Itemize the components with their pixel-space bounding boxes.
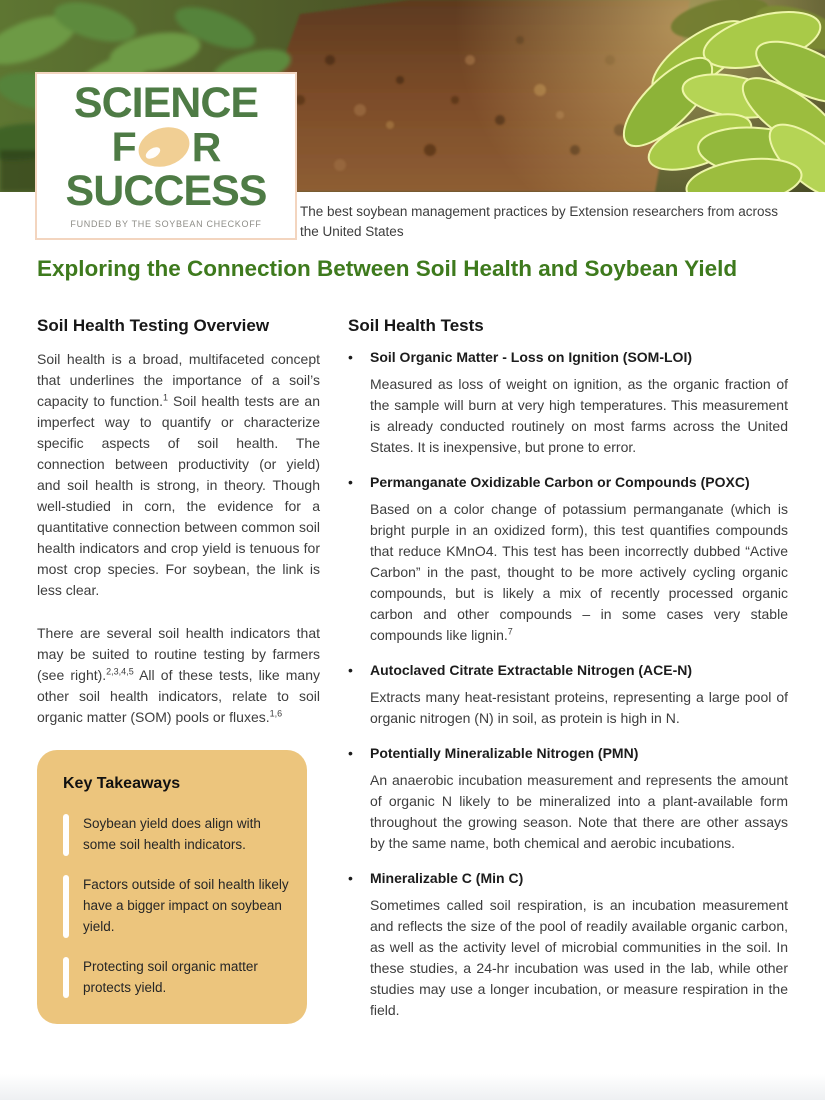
logo-word-for	[112, 124, 221, 170]
footer-strip	[0, 1074, 825, 1100]
paragraph-text: Soil health tests are an imperfect way to quantify or characterize specific aspects of soil health. The connection between productivity (or yield) and soil health is strong, in theory. Though well-studied in corn, the evidence for a quantitative connection between common soil health indicators and crop yield is tenuous for most crop species. For soybean, the link is less clear.	[37, 393, 320, 598]
test-body: Extracts many heat-resistant proteins, representing a large pool of organic nitrogen (N) in soil, as protein is high in N.	[370, 689, 788, 726]
science-for-success-logo	[35, 72, 297, 240]
overview-paragraph-2	[37, 623, 320, 728]
logo-letter-f: F	[111, 123, 136, 170]
test-body	[370, 499, 788, 646]
paragraph-text: Based on a color change of potassium permanganate (which is bright purple in an oxidized form), this test quantifies compounds that reduce KMnO4. This test has been incorrectly dubbed “Active Carbon” in the past, thought to be more actively cycling organic compounds, but is likely a mix of recently processed organic carbon and other compounds – in some cases very stable compounds like lignin.	[370, 501, 788, 643]
test-body: An anaerobic incubation measurement and represents the amount of organic N likely to be mineralized into a plant-available form throughout the growing season. Note that there are other assays by the same name, both chemical and aerobic incubations.	[370, 772, 788, 851]
tests-heading: Soil Health Tests	[348, 316, 484, 335]
bullet-icon: •	[348, 870, 353, 886]
overview-paragraph-1	[37, 349, 320, 601]
paragraph-text: All of these tests, like many other soil health indicators, relate to soil organic matter (SOM) pools or fluxes.	[37, 667, 320, 725]
logo-word-success: SUCCESS	[65, 167, 267, 215]
test-item-pmn	[348, 745, 788, 854]
test-item-poxc	[348, 474, 788, 646]
tagline: The best soybean management practices by Extension researchers from across the United States	[300, 204, 778, 240]
takeaway-accent-bar	[63, 814, 69, 856]
logo-letter-r: R	[191, 123, 221, 170]
takeaway-item	[63, 957, 289, 999]
key-takeaways-heading: Key Takeaways	[63, 775, 181, 792]
citation-superscript: 1	[163, 392, 169, 403]
key-takeaways-box	[37, 750, 307, 1024]
paragraph-text: There are several soil health indicators that may be suited to routine testing by farmers (see right).	[37, 625, 320, 683]
takeaway-text: Soybean yield does align with some soil health indicators.	[83, 816, 261, 852]
main-content	[37, 316, 788, 1037]
bullet-icon: •	[348, 474, 353, 490]
test-body: Measured as loss of weight on ignition, as the organic fraction of the sample will burn at very high temperatures. This measurement is already conducted routinely on most farms across the United States. It is inexpensive, but prone to error.	[370, 376, 788, 455]
citation-superscript: 2,3,4,5	[106, 666, 134, 677]
logo-caption: FUNDED BY THE SOYBEAN CHECKOFF	[70, 219, 262, 229]
bullet-icon: •	[348, 349, 353, 365]
soybean-bean-icon	[137, 125, 191, 169]
bullet-icon: •	[348, 745, 353, 761]
takeaway-accent-bar	[63, 875, 69, 938]
test-item-ace-n	[348, 662, 788, 729]
takeaway-text: Protecting soil organic matter protects yield.	[83, 958, 258, 995]
overview-heading: Soil Health Testing Overview	[37, 316, 270, 335]
left-column	[37, 316, 320, 1037]
citation-superscript: 1,6	[269, 708, 283, 719]
paragraph-text: Soil health is a broad, multifaceted concept that underlines the importance of a soil’s capacity to function.	[37, 351, 320, 409]
page-title: Exploring the Connection Between Soil Health and Soybean Yield	[37, 256, 738, 281]
test-name: Autoclaved Citrate Extractable Nitrogen (ACE-N)	[370, 662, 693, 678]
bullet-icon: •	[348, 662, 353, 678]
test-item-min-c	[348, 870, 788, 1021]
takeaway-item	[63, 814, 289, 856]
test-name: Permanganate Oxidizable Carbon or Compounds (POXC)	[370, 474, 750, 490]
test-name: Potentially Mineralizable Nitrogen (PMN)	[370, 745, 639, 761]
test-item-som-loi	[348, 349, 788, 458]
takeaway-accent-bar	[63, 957, 69, 999]
test-name: Mineralizable C (Min C)	[370, 870, 524, 886]
right-column	[348, 316, 788, 1037]
takeaway-item	[63, 875, 289, 938]
test-name: Soil Organic Matter - Loss on Ignition (SOM-LOI)	[370, 349, 692, 365]
takeaway-text: Factors outside of soil health likely have a bigger impact on soybean yield.	[83, 876, 289, 934]
citation-superscript: 7	[507, 626, 513, 637]
logo-word-science: SCIENCE	[73, 79, 259, 127]
test-body: Sometimes called soil respiration, is an incubation measurement and reflects the size of the pool of readily available organic carbon, as well as the activity level of microbial communities in the soil. In these studies, a 24-hr incubation was used in the lab, while other studies may use a longer incubation, or measure respiration in the field.	[370, 897, 788, 1018]
